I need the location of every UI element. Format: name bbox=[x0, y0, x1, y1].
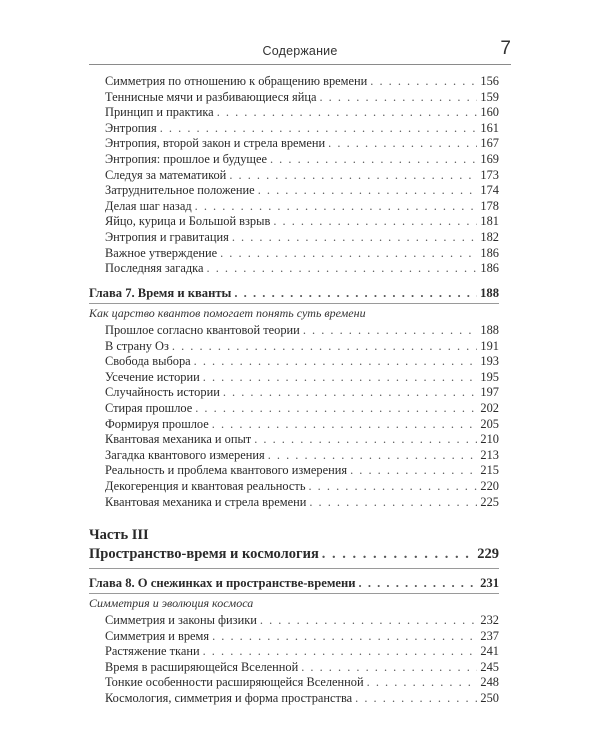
toc-entry[interactable] bbox=[105, 121, 499, 137]
leader-dots bbox=[254, 432, 477, 448]
toc-entry[interactable] bbox=[105, 448, 499, 464]
toc-entry-title: Симметрия и законы физики bbox=[105, 613, 257, 627]
leader-dots bbox=[232, 230, 478, 246]
toc-entry-title: Растяжение ткани bbox=[105, 644, 200, 659]
leader-dots bbox=[258, 183, 478, 199]
toc-entry[interactable] bbox=[105, 675, 499, 691]
toc-entry-title: Квантовая механика и опыт bbox=[105, 432, 252, 447]
toc-entry[interactable] bbox=[105, 613, 499, 629]
toc-entry[interactable] bbox=[105, 230, 499, 246]
toc-entry-title: Реальность и проблема квантового измерения bbox=[105, 463, 348, 478]
toc-entry-page: 181 bbox=[480, 214, 499, 229]
chapter-7-title: Глава 7. Время и кванты bbox=[89, 286, 232, 300]
toc-entry-title: Квантовая механика и стрела времени bbox=[105, 494, 307, 509]
toc-entry[interactable] bbox=[105, 90, 499, 106]
part-3-label: Часть III bbox=[89, 527, 149, 543]
toc-entry-page: 220 bbox=[480, 478, 499, 493]
leader-dots bbox=[212, 417, 478, 433]
toc-entry[interactable] bbox=[105, 354, 499, 370]
toc-entry-page: 195 bbox=[480, 369, 499, 384]
leader-dots bbox=[203, 370, 478, 386]
toc-entry[interactable] bbox=[105, 660, 499, 676]
toc-entry[interactable] bbox=[105, 479, 499, 495]
leader-dots bbox=[223, 385, 478, 401]
toc-entry-page: 188 bbox=[480, 323, 499, 337]
toc-entry-page: 186 bbox=[480, 245, 499, 260]
toc-entry-title: Загадка квантового измерения bbox=[105, 447, 265, 462]
leader-dots bbox=[172, 339, 478, 355]
toc-entry[interactable] bbox=[105, 495, 499, 511]
toc-entry[interactable] bbox=[105, 432, 499, 448]
chapter-8-subtitle: Симметрия и эволюция космоса bbox=[89, 593, 499, 610]
leader-dots bbox=[229, 168, 477, 184]
part-3-rule bbox=[89, 564, 499, 569]
toc-entry[interactable] bbox=[105, 385, 499, 401]
leader-dots bbox=[270, 152, 477, 168]
leader-dots bbox=[367, 675, 478, 691]
toc-entry-title: Декогеренция и квантовая реальность bbox=[105, 478, 306, 493]
toc-entry[interactable] bbox=[105, 214, 499, 230]
toc-entry-title: Тонкие особенности расширяющейся Вселенной bbox=[105, 675, 364, 690]
chapter-8-heading[interactable] bbox=[89, 576, 499, 592]
toc-entry-page: 186 bbox=[480, 261, 499, 276]
toc-entry-page: 250 bbox=[480, 690, 499, 705]
toc-entry-page: 193 bbox=[480, 354, 499, 369]
chapter-7-page: 188 bbox=[480, 286, 499, 300]
part-3-block bbox=[89, 527, 499, 569]
chapter-8-title: Глава 8. О снежинках и пространстве-времени bbox=[89, 576, 356, 590]
leader-dots bbox=[309, 495, 477, 511]
toc-entry[interactable] bbox=[105, 691, 499, 707]
toc-section-chapter6-tail bbox=[105, 74, 499, 277]
toc-entry-title: Затруднительное положение bbox=[105, 183, 255, 198]
toc-entry-title: Важное утверждение bbox=[105, 245, 218, 260]
toc-entry-title: Симметрия и время bbox=[105, 628, 210, 643]
leader-dots bbox=[203, 644, 478, 660]
toc-entry[interactable] bbox=[105, 629, 499, 645]
leader-dots bbox=[195, 199, 478, 215]
leader-dots bbox=[268, 448, 478, 464]
leader-dots bbox=[301, 660, 477, 676]
part-3-heading[interactable] bbox=[89, 544, 499, 564]
toc-entry-page: 169 bbox=[480, 151, 499, 166]
toc-entry-title: Энтропия, второй закон и стрела времени bbox=[105, 136, 326, 151]
toc-entry-page: 210 bbox=[480, 432, 499, 447]
toc-entry-page: 213 bbox=[480, 447, 499, 462]
running-header-title: Содержание bbox=[262, 44, 338, 58]
toc-entry-title: Время в расширяющейся Вселенной bbox=[105, 659, 299, 674]
toc-entry-title: Прошлое согласно квантовой теории bbox=[105, 323, 300, 337]
chapter-8-block bbox=[89, 576, 499, 610]
leader-dots bbox=[359, 576, 478, 592]
leader-dots bbox=[234, 286, 477, 302]
part-3-title: Пространство-время и космология bbox=[89, 546, 319, 562]
toc-entry-title: Принцип и практика bbox=[105, 105, 214, 120]
toc-chapter-7-entries bbox=[105, 323, 499, 510]
toc-entry-title: Яйцо, курица и Большой взрыв bbox=[105, 214, 271, 229]
toc-entry-page: 173 bbox=[480, 167, 499, 182]
toc-entry[interactable] bbox=[105, 152, 499, 168]
leader-dots bbox=[194, 354, 478, 370]
leader-dots bbox=[260, 613, 478, 629]
chapter-7-heading[interactable] bbox=[89, 286, 499, 302]
toc-entry[interactable] bbox=[105, 183, 499, 199]
page-number: 7 bbox=[500, 38, 511, 59]
toc-entry[interactable] bbox=[105, 74, 499, 90]
toc-entry-page: 245 bbox=[480, 659, 499, 674]
toc-entry[interactable] bbox=[105, 323, 499, 339]
chapter-7-subtitle: Как царство квантов помогает понять суть времени bbox=[89, 303, 499, 320]
leader-dots bbox=[322, 544, 474, 564]
toc-entry[interactable] bbox=[105, 401, 499, 417]
leader-dots bbox=[370, 74, 477, 90]
part-3-page: 229 bbox=[477, 546, 499, 562]
toc-entry-page: 174 bbox=[480, 183, 499, 198]
toc-entry-page: 225 bbox=[480, 494, 499, 509]
toc-entry[interactable] bbox=[105, 168, 499, 184]
toc-entry-page: 156 bbox=[480, 74, 499, 88]
toc-entry[interactable] bbox=[105, 199, 499, 215]
toc-entry-title: В страну Оз bbox=[105, 338, 169, 353]
toc-entry-page: 191 bbox=[480, 338, 499, 353]
toc-entry-page: 202 bbox=[480, 400, 499, 415]
chapter-7-block bbox=[89, 286, 499, 320]
leader-dots bbox=[220, 246, 477, 262]
toc-entry-title: Стирая прошлое bbox=[105, 400, 193, 415]
toc-entry-title: Случайность истории bbox=[105, 385, 220, 400]
leader-dots bbox=[328, 136, 477, 152]
toc-chapter-8-entries bbox=[105, 613, 499, 707]
leader-dots bbox=[160, 121, 478, 137]
toc-entry-page: 215 bbox=[480, 463, 499, 478]
leader-dots bbox=[303, 323, 478, 339]
toc-entry-title: Энтропия bbox=[105, 120, 157, 135]
toc-entry-page: 232 bbox=[480, 613, 499, 627]
toc-entry-page: 241 bbox=[480, 644, 499, 659]
toc-entry-page: 197 bbox=[480, 385, 499, 400]
toc-entry-title: Делая шаг назад bbox=[105, 198, 192, 213]
leader-dots bbox=[207, 261, 478, 277]
toc-entry[interactable] bbox=[105, 339, 499, 355]
toc-entry-title: Теннисные мячи и разбивающиеся яйца bbox=[105, 89, 317, 104]
leader-dots bbox=[273, 214, 477, 230]
toc-entry-page: 167 bbox=[480, 136, 499, 151]
leader-dots bbox=[319, 90, 477, 106]
leader-dots bbox=[308, 479, 477, 495]
running-header bbox=[89, 36, 511, 65]
toc-entry-title: Следуя за математикой bbox=[105, 167, 227, 182]
toc-entry-title: Энтропия: прошлое и будущее bbox=[105, 151, 267, 166]
toc-entry[interactable] bbox=[105, 644, 499, 660]
leader-dots bbox=[195, 401, 477, 417]
toc-entry-page: 237 bbox=[480, 628, 499, 643]
toc-entry-page: 178 bbox=[480, 198, 499, 213]
toc-entry-title: Последняя загадка bbox=[105, 261, 204, 276]
toc-entry-page: 160 bbox=[480, 105, 499, 120]
leader-dots bbox=[355, 691, 477, 707]
chapter-8-page: 231 bbox=[480, 576, 499, 590]
toc-entry-title: Свобода выбора bbox=[105, 354, 191, 369]
toc-entry-title: Формируя прошлое bbox=[105, 416, 209, 431]
toc-entry[interactable] bbox=[105, 261, 499, 277]
toc-entry-page: 205 bbox=[480, 416, 499, 431]
toc-entry[interactable] bbox=[105, 136, 499, 152]
toc-entry[interactable] bbox=[105, 246, 499, 262]
toc-entry-title: Симметрия по отношению к обращению времени bbox=[105, 74, 368, 88]
toc-entry[interactable] bbox=[105, 417, 499, 433]
toc-entry[interactable] bbox=[105, 105, 499, 121]
toc-entry-title: Усечение истории bbox=[105, 369, 200, 384]
leader-dots bbox=[217, 105, 478, 121]
leader-dots bbox=[350, 463, 477, 479]
toc-entry[interactable] bbox=[105, 463, 499, 479]
toc-entry-page: 182 bbox=[480, 229, 499, 244]
toc-entry-title: Энтропия и гравитация bbox=[105, 229, 229, 244]
toc-entry[interactable] bbox=[105, 370, 499, 386]
leader-dots bbox=[212, 629, 477, 645]
toc-entry-title: Космология, симметрия и форма пространства bbox=[105, 690, 353, 705]
toc-entry-page: 159 bbox=[480, 89, 499, 104]
toc-entry-page: 161 bbox=[480, 120, 499, 135]
toc-entry-page: 248 bbox=[480, 675, 499, 690]
